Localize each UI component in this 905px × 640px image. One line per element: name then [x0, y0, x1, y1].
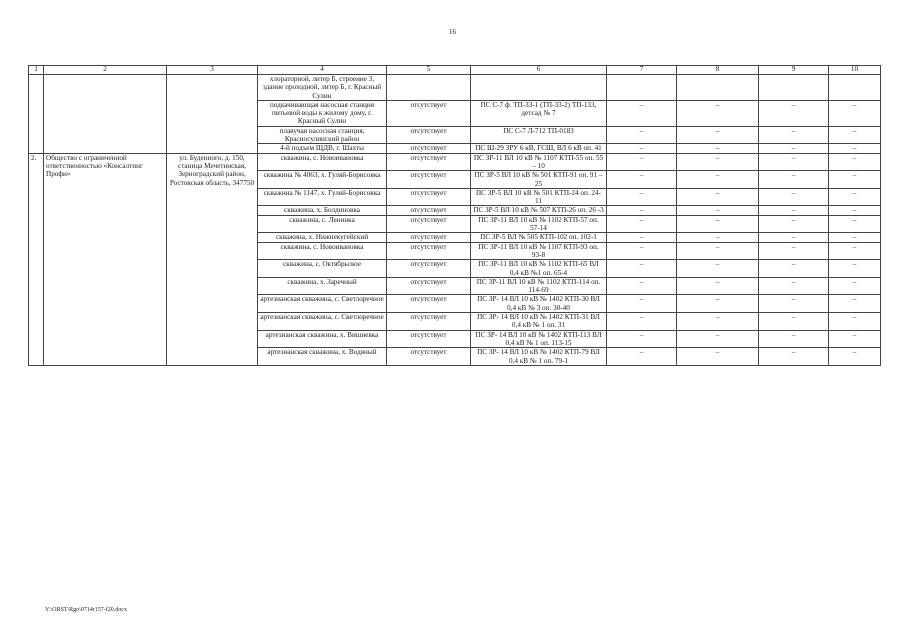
blank-cell — [44, 75, 167, 154]
header-cell: 8 — [677, 66, 759, 75]
table-row — [29, 75, 881, 101]
cell-c7: – — [607, 206, 677, 215]
cell-c6: ПС ЗР-11 ВЛ 10 кВ № 1102 КТП-114 оп. 114-69 — [471, 277, 607, 295]
cell-c7: – — [607, 233, 677, 242]
cell-c5: отсутствует — [387, 260, 471, 278]
cell-c7: – — [607, 260, 677, 278]
cell-c6: ПС ЗР- 14 ВЛ 10 кВ № 1402 КТП-30 ВЛ 0,4 кВ № 3 оп. 30-40 — [471, 295, 607, 313]
cell-c9: – — [759, 171, 829, 189]
cell-c9: – — [759, 153, 829, 171]
cell-c9: – — [759, 188, 829, 206]
cell-c9: – — [759, 348, 829, 366]
cell-c7: – — [607, 171, 677, 189]
cell-c5: отсутствует — [387, 330, 471, 348]
header-cell: 4 — [258, 66, 387, 75]
cell-c8: – — [677, 206, 759, 215]
cell-c8: – — [677, 348, 759, 366]
cell-c5: отсутствует — [387, 188, 471, 206]
header-cell: 6 — [471, 66, 607, 75]
cell-c9: – — [759, 144, 829, 153]
cell-c8: – — [677, 144, 759, 153]
cell-c10: – — [829, 188, 881, 206]
cell-c8: – — [677, 100, 759, 126]
cell-c4: артезианская скважина, х. Вишневка — [258, 330, 387, 348]
cell-c10 — [829, 75, 881, 101]
cell-c5: отсутствует — [387, 313, 471, 331]
cell-c7: – — [607, 153, 677, 171]
cell-c9: – — [759, 242, 829, 260]
cell-c7: – — [607, 330, 677, 348]
cell-c8: – — [677, 330, 759, 348]
cell-c10: – — [829, 153, 881, 171]
cell-c6: ПС ЗР-11 ВЛ 10 кВ № 1102 КТП-57 оп. 57-14 — [471, 215, 607, 233]
cell-c5: отсутствует — [387, 233, 471, 242]
cell-c9: – — [759, 126, 829, 144]
cell-c10: – — [829, 242, 881, 260]
cell-c6: ПС ЗР-5 ВЛ 10 кВ № 501 КТП-91 оп. 91 – 25 — [471, 171, 607, 189]
header-cell: 2 — [44, 66, 167, 75]
data-table — [28, 65, 881, 366]
table-row — [29, 153, 881, 171]
cell-c4: скважина № 1147, х. Гуляй-Борисовка — [258, 188, 387, 206]
cell-c4: скважина, с. Новоивановка — [258, 242, 387, 260]
cell-c10: – — [829, 348, 881, 366]
header-cell: 10 — [829, 66, 881, 75]
cell-c9: – — [759, 260, 829, 278]
cell-c8: – — [677, 260, 759, 278]
cell-c6: ПС ЗР-11 ВЛ 10 кВ № 1107 КТП-93 оп. 93-8 — [471, 242, 607, 260]
cell-c10: – — [829, 313, 881, 331]
cell-c4: скважина, х. Заречный — [258, 277, 387, 295]
cell-c5: отсутствует — [387, 295, 471, 313]
cell-c10: – — [829, 144, 881, 153]
row-number: 2. — [29, 153, 44, 365]
cell-c10: – — [829, 260, 881, 278]
cell-c7 — [607, 75, 677, 101]
cell-c7: – — [607, 215, 677, 233]
cell-c6: ПС ЗР-11 ВЛ 10 кВ № 1102 КТП-65 ВЛ 0,4 кВ №1 оп. 65-4 — [471, 260, 607, 278]
organization-address: ул. Буденного, д. 150, станица Мечетинская, Зерноградский район, Ростовская область, 347750 — [167, 153, 258, 365]
cell-c9: – — [759, 206, 829, 215]
cell-c4: 4-й подъем ЩДВ, г. Шахты — [258, 144, 387, 153]
cell-c4: скважина, с. Новоивановка — [258, 153, 387, 171]
cell-c6: ПС ЗР- 14 ВЛ 10 кВ № 1402 КТП-113 ВЛ 0,4 кВ № 1 оп. 113-15 — [471, 330, 607, 348]
blank-cell — [29, 75, 44, 154]
cell-c7: – — [607, 100, 677, 126]
cell-c6: ПС ЗР-5 ВЛ 10 кВ № 501 КТП-24 оп. 24-11 — [471, 188, 607, 206]
cell-c5: отсутствует — [387, 348, 471, 366]
cell-c4: скважина, х. Нижнекугейский — [258, 233, 387, 242]
cell-c6: ПС Ш-29 ЗРУ 6 кВ, ГСШ, ВЛ 6 кВ оп. 41 — [471, 144, 607, 153]
cell-c8: – — [677, 188, 759, 206]
cell-c10: – — [829, 295, 881, 313]
cell-c8: – — [677, 242, 759, 260]
cell-c4: артезианская скважина, х. Водяный — [258, 348, 387, 366]
cell-c8 — [677, 75, 759, 101]
header-cell: 5 — [387, 66, 471, 75]
blank-cell — [167, 75, 258, 154]
header-cell: 9 — [759, 66, 829, 75]
cell-c8: – — [677, 277, 759, 295]
cell-c5: отсутствует — [387, 215, 471, 233]
cell-c9: – — [759, 330, 829, 348]
cell-c5: отсутствует — [387, 153, 471, 171]
cell-c6: ПС С-7 Л-712 ТП-0183 — [471, 126, 607, 144]
cell-c9: – — [759, 215, 829, 233]
header-cell: 1 — [29, 66, 44, 75]
cell-c5: отсутствует — [387, 277, 471, 295]
cell-c7: – — [607, 144, 677, 153]
cell-c10: – — [829, 330, 881, 348]
cell-c8: – — [677, 313, 759, 331]
cell-c6: ПС ЗР-5 ВЛ 10 кВ № 507 КТП-26 оп. 26 -3 — [471, 206, 607, 215]
cell-c4: скважина, х. Болдиновка — [258, 206, 387, 215]
cell-c8: – — [677, 171, 759, 189]
cell-c4: подкачивающая насосная станция питьевой воды к жилому дому, г. Красный Сулин — [258, 100, 387, 126]
cell-c4: скважина, с. Октябрьское — [258, 260, 387, 278]
organization-name: Общество с ограниченной ответственностью «Консалтинг Профи» — [44, 153, 167, 365]
cell-c8: – — [677, 295, 759, 313]
cell-c6: ПС ЗР-11 ВЛ 10 кВ № 1107 КТП-55 оп. 55 – 10 — [471, 153, 607, 171]
cell-c10: – — [829, 171, 881, 189]
cell-c10: – — [829, 215, 881, 233]
header-cell: 7 — [607, 66, 677, 75]
cell-c4: скважина, с. Ленинка — [258, 215, 387, 233]
cell-c7: – — [607, 277, 677, 295]
cell-c4: артезианская скважина, с. Светлоречное — [258, 313, 387, 331]
cell-c5: отсутствует — [387, 126, 471, 144]
cell-c7: – — [607, 242, 677, 260]
cell-c9: – — [759, 100, 829, 126]
cell-c6 — [471, 75, 607, 101]
cell-c9: – — [759, 313, 829, 331]
cell-c7: – — [607, 295, 677, 313]
cell-c10: – — [829, 233, 881, 242]
cell-c4: скважина № 4063, х. Гуляй-Борисовка — [258, 171, 387, 189]
page-number: 16 — [449, 28, 456, 36]
cell-c5: отсутствует — [387, 171, 471, 189]
cell-c5: отсутствует — [387, 100, 471, 126]
cell-c6: ПС ЗР- 14 ВЛ 10 кВ № 1402 КТП-79 ВЛ 0,4 кВ № 1 оп. 79-1 — [471, 348, 607, 366]
cell-c6: ПС ЗР-5 ВЛ № 505 КТП-102 оп. 102-1 — [471, 233, 607, 242]
cell-c8: – — [677, 126, 759, 144]
cell-c8: – — [677, 215, 759, 233]
table-body — [29, 66, 881, 366]
cell-c10: – — [829, 277, 881, 295]
cell-c5: отсутствует — [387, 144, 471, 153]
cell-c6: ПС ЗР- 14 ВЛ 10 кВ № 1402 КТП-31 ВЛ 0,4 кВ № 1 оп. 31 — [471, 313, 607, 331]
cell-c9: – — [759, 233, 829, 242]
cell-c9 — [759, 75, 829, 101]
cell-c7: – — [607, 188, 677, 206]
file-path-footer: Y:\ORST\Rgo\0714r157-f20.docx — [45, 607, 127, 613]
cell-c10: – — [829, 126, 881, 144]
cell-c9: – — [759, 295, 829, 313]
cell-c8: – — [677, 153, 759, 171]
cell-c5: отсутствует — [387, 206, 471, 215]
cell-c4: артезианская скважина, с. Светлоречное — [258, 295, 387, 313]
cell-c6: ПС С-7 ф. ТП-33-1 (ТП-33-2) ТП-133, детсад № 7 — [471, 100, 607, 126]
cell-c7: – — [607, 348, 677, 366]
cell-c4: хлораторной, литер Б, строение 3, здание проходной, литер Б, г. Красный Сулин — [258, 75, 387, 101]
cell-c5 — [387, 75, 471, 101]
table-header-row — [29, 66, 881, 75]
cell-c5: отсутствует — [387, 242, 471, 260]
cell-c8: – — [677, 233, 759, 242]
cell-c9: – — [759, 277, 829, 295]
cell-c7: – — [607, 126, 677, 144]
header-cell: 3 — [167, 66, 258, 75]
cell-c7: – — [607, 313, 677, 331]
cell-c10: – — [829, 100, 881, 126]
cell-c10: – — [829, 206, 881, 215]
cell-c4: плавучая насосная станция, Красносулинский район — [258, 126, 387, 144]
